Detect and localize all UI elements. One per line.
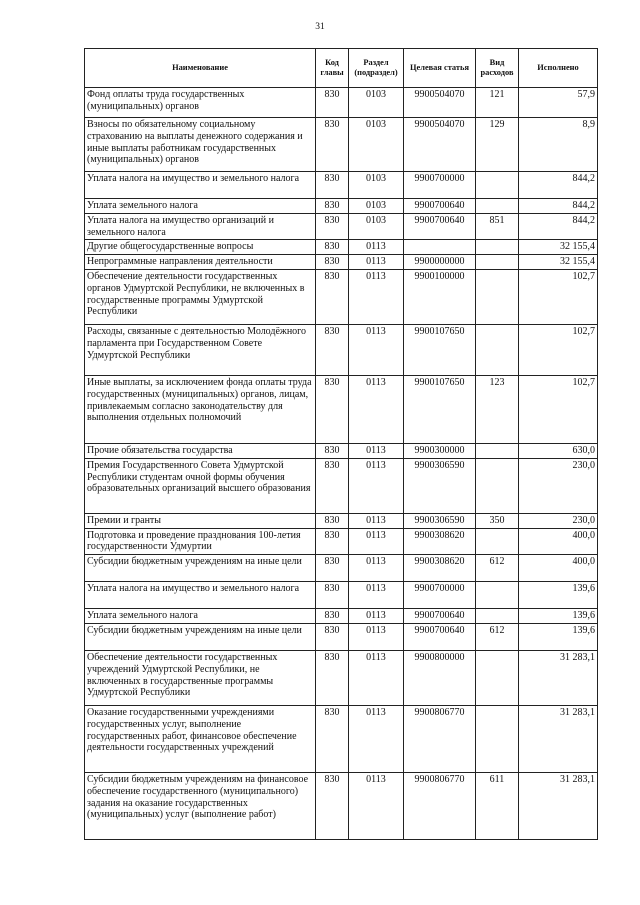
cell-target-article: 9900306590 — [404, 513, 476, 528]
cell-expense-type — [476, 255, 519, 270]
cell-name: Непрограммные направления деятельности — [85, 255, 316, 270]
cell-executed: 844,2 — [519, 199, 598, 214]
cell-expense-type: 612 — [476, 623, 519, 650]
cell-target-article: 9900100000 — [404, 269, 476, 324]
table-row — [85, 772, 598, 839]
cell-name: Уплата налога на имущество и земельного налога — [85, 582, 316, 609]
cell-name: Оказание государственными учреждениями государственных услуг, выполнение государственных работ, финансовое обеспечение деятельности государственных учреждений — [85, 705, 316, 772]
table-row — [85, 118, 598, 172]
cell-target-article: 9900700640 — [404, 609, 476, 624]
cell-section: 0113 — [349, 623, 404, 650]
table-row — [85, 705, 598, 772]
cell-target-article: 9900308620 — [404, 555, 476, 582]
cell-chapter-code: 830 — [316, 199, 349, 214]
cell-name: Субсидии бюджетным учреждениям на иные цели — [85, 555, 316, 582]
cell-target-article: 9900308620 — [404, 528, 476, 555]
cell-target-article: 9900504070 — [404, 88, 476, 118]
cell-section: 0113 — [349, 458, 404, 513]
cell-chapter-code: 830 — [316, 118, 349, 172]
cell-target-article: 9900700640 — [404, 199, 476, 214]
cell-executed: 230,0 — [519, 513, 598, 528]
header-target-article: Целевая статья — [404, 49, 476, 88]
cell-section: 0113 — [349, 528, 404, 555]
cell-expense-type: 123 — [476, 375, 519, 443]
cell-target-article: 9900504070 — [404, 118, 476, 172]
cell-target-article: 9900806770 — [404, 705, 476, 772]
cell-executed: 139,6 — [519, 582, 598, 609]
cell-section: 0113 — [349, 255, 404, 270]
table-row — [85, 528, 598, 555]
cell-name: Уплата налога на имущество и земельного налога — [85, 172, 316, 199]
cell-expense-type: 121 — [476, 88, 519, 118]
cell-executed: 102,7 — [519, 269, 598, 324]
table-body — [85, 88, 598, 840]
cell-executed: 102,7 — [519, 375, 598, 443]
header-chapter-code: Код главы — [316, 49, 349, 88]
cell-executed: 844,2 — [519, 172, 598, 199]
cell-chapter-code: 830 — [316, 269, 349, 324]
cell-target-article: 9900300000 — [404, 443, 476, 458]
cell-chapter-code: 830 — [316, 513, 349, 528]
cell-name: Уплата земельного налога — [85, 199, 316, 214]
cell-expense-type — [476, 199, 519, 214]
cell-chapter-code: 830 — [316, 650, 349, 705]
cell-executed: 400,0 — [519, 528, 598, 555]
cell-expense-type: 611 — [476, 772, 519, 839]
cell-chapter-code: 830 — [316, 772, 349, 839]
cell-executed: 31 283,1 — [519, 705, 598, 772]
cell-target-article: 9900700640 — [404, 623, 476, 650]
budget-execution-table — [84, 48, 598, 840]
cell-section: 0113 — [349, 513, 404, 528]
cell-chapter-code: 830 — [316, 443, 349, 458]
cell-section: 0113 — [349, 650, 404, 705]
cell-executed: 32 155,4 — [519, 240, 598, 255]
cell-section: 0113 — [349, 240, 404, 255]
cell-chapter-code: 830 — [316, 213, 349, 240]
header-expense-type: Вид расходов — [476, 49, 519, 88]
cell-expense-type: 350 — [476, 513, 519, 528]
cell-section: 0103 — [349, 213, 404, 240]
cell-section: 0113 — [349, 443, 404, 458]
table-row — [85, 213, 598, 240]
cell-section: 0103 — [349, 172, 404, 199]
cell-name: Расходы, связанные с деятельностью Молодёжного парламента при Государственном Совете Удмуртской Республики — [85, 324, 316, 375]
cell-target-article: 9900107650 — [404, 375, 476, 443]
cell-expense-type — [476, 650, 519, 705]
cell-section: 0103 — [349, 118, 404, 172]
cell-executed: 32 155,4 — [519, 255, 598, 270]
cell-expense-type: 612 — [476, 555, 519, 582]
table-row — [85, 443, 598, 458]
cell-target-article: 9900806770 — [404, 772, 476, 839]
cell-executed: 139,6 — [519, 623, 598, 650]
header-executed: Исполнено — [519, 49, 598, 88]
cell-executed: 400,0 — [519, 555, 598, 582]
cell-expense-type — [476, 324, 519, 375]
table-row — [85, 609, 598, 624]
cell-chapter-code: 830 — [316, 375, 349, 443]
cell-name: Обеспечение деятельности государственных учреждений Удмуртской Республики, не включенных в государственные программы Удмуртской Республики — [85, 650, 316, 705]
cell-expense-type: 851 — [476, 213, 519, 240]
cell-section: 0113 — [349, 555, 404, 582]
cell-chapter-code: 830 — [316, 623, 349, 650]
cell-executed: 230,0 — [519, 458, 598, 513]
cell-name: Уплата налога на имущество организаций и земельного налога — [85, 213, 316, 240]
cell-target-article: 9900000000 — [404, 255, 476, 270]
cell-executed: 139,6 — [519, 609, 598, 624]
cell-chapter-code: 830 — [316, 255, 349, 270]
table-row — [85, 555, 598, 582]
table-row — [85, 255, 598, 270]
cell-name: Подготовка и проведение празднования 100-летия государственности Удмуртии — [85, 528, 316, 555]
cell-executed: 57,9 — [519, 88, 598, 118]
cell-section: 0103 — [349, 199, 404, 214]
cell-target-article: 9900700000 — [404, 172, 476, 199]
cell-name: Обеспечение деятельности государственных органов Удмуртской Республики, не включенных в государственные программы Удмуртской Республики — [85, 269, 316, 324]
table-row — [85, 324, 598, 375]
cell-executed: 102,7 — [519, 324, 598, 375]
cell-name: Прочие обязательства государства — [85, 443, 316, 458]
cell-executed: 844,2 — [519, 213, 598, 240]
cell-section: 0113 — [349, 269, 404, 324]
cell-section: 0113 — [349, 582, 404, 609]
table-row — [85, 375, 598, 443]
header-name: Наименование — [85, 49, 316, 88]
cell-expense-type: 129 — [476, 118, 519, 172]
cell-chapter-code: 830 — [316, 582, 349, 609]
cell-executed: 31 283,1 — [519, 772, 598, 839]
cell-chapter-code: 830 — [316, 458, 349, 513]
cell-expense-type — [476, 582, 519, 609]
table-row — [85, 269, 598, 324]
cell-name: Субсидии бюджетным учреждениям на финансовое обеспечение государственного (муниципального) задания на оказание государственных (муниципальных) услуг (выполнение работ) — [85, 772, 316, 839]
cell-chapter-code: 830 — [316, 528, 349, 555]
table-row — [85, 650, 598, 705]
cell-executed: 630,0 — [519, 443, 598, 458]
table-row — [85, 172, 598, 199]
page-number: 31 — [315, 22, 325, 32]
header-section: Раздел (подраздел) — [349, 49, 404, 88]
cell-expense-type — [476, 269, 519, 324]
cell-target-article: 9900700000 — [404, 582, 476, 609]
cell-name: Премия Государственного Совета Удмуртской Республики студентам очной формы обучения образовательных организаций высшего образования — [85, 458, 316, 513]
cell-expense-type — [476, 528, 519, 555]
cell-target-article: 9900800000 — [404, 650, 476, 705]
cell-executed: 31 283,1 — [519, 650, 598, 705]
cell-target-article: 9900306590 — [404, 458, 476, 513]
table-row — [85, 513, 598, 528]
cell-expense-type — [476, 609, 519, 624]
cell-target-article: 9900700640 — [404, 213, 476, 240]
cell-target-article — [404, 240, 476, 255]
cell-chapter-code: 830 — [316, 324, 349, 375]
cell-chapter-code: 830 — [316, 609, 349, 624]
cell-target-article: 9900107650 — [404, 324, 476, 375]
table-row — [85, 458, 598, 513]
table-row — [85, 623, 598, 650]
cell-section: 0113 — [349, 375, 404, 443]
cell-expense-type — [476, 705, 519, 772]
table-row — [85, 199, 598, 214]
cell-expense-type — [476, 443, 519, 458]
cell-chapter-code: 830 — [316, 705, 349, 772]
cell-expense-type — [476, 172, 519, 199]
cell-section: 0113 — [349, 772, 404, 839]
cell-name: Уплата земельного налога — [85, 609, 316, 624]
cell-name: Премии и гранты — [85, 513, 316, 528]
cell-expense-type — [476, 240, 519, 255]
cell-section: 0103 — [349, 88, 404, 118]
table-row — [85, 240, 598, 255]
cell-name: Другие общегосударственные вопросы — [85, 240, 316, 255]
cell-section: 0113 — [349, 324, 404, 375]
cell-name: Иные выплаты, за исключением фонда оплаты труда государственных (муниципальных) органов, лицам, привлекаемым согласно законодательству для выполнения отдельных полномочий — [85, 375, 316, 443]
cell-chapter-code: 830 — [316, 555, 349, 582]
cell-name: Взносы по обязательному социальному страхованию на выплаты денежного содержания и иные выплаты работникам государственных (муниципальных) органов — [85, 118, 316, 172]
cell-chapter-code: 830 — [316, 240, 349, 255]
cell-section: 0113 — [349, 609, 404, 624]
table-row — [85, 582, 598, 609]
cell-executed: 8,9 — [519, 118, 598, 172]
table-row — [85, 88, 598, 118]
cell-expense-type — [476, 458, 519, 513]
cell-name: Субсидии бюджетным учреждениям на иные цели — [85, 623, 316, 650]
cell-chapter-code: 830 — [316, 88, 349, 118]
table-header-row — [85, 49, 598, 88]
cell-chapter-code: 830 — [316, 172, 349, 199]
cell-section: 0113 — [349, 705, 404, 772]
cell-name: Фонд оплаты труда государственных (муниципальных) органов — [85, 88, 316, 118]
